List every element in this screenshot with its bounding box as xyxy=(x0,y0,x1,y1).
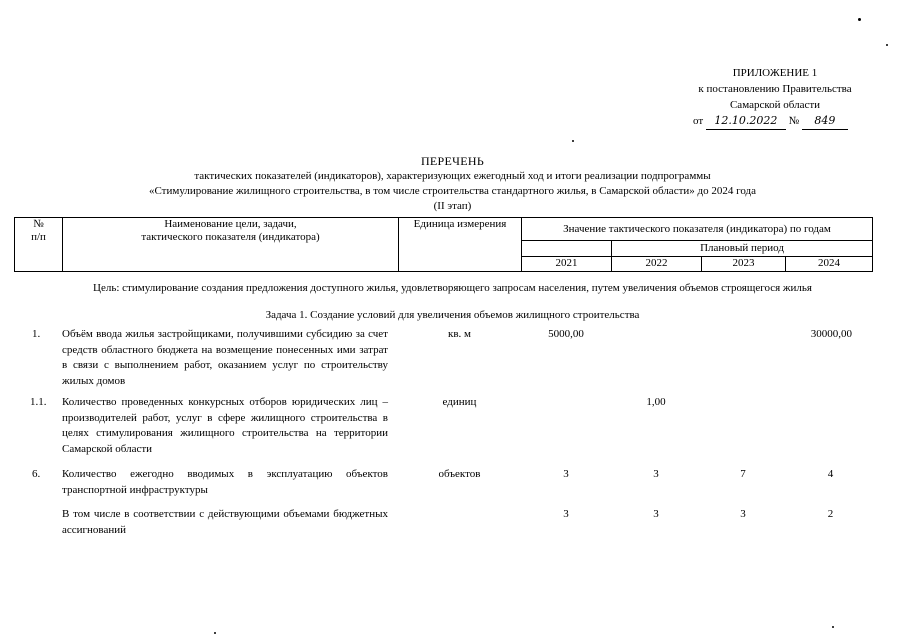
row-value-2024: 2 xyxy=(827,508,834,520)
header-year-2022: 2022 xyxy=(612,257,702,272)
scan-speck xyxy=(832,626,834,628)
row-value-2021 xyxy=(521,395,611,467)
document-stage: (II этап) xyxy=(433,200,472,212)
date-prefix: от xyxy=(693,115,704,127)
row-number: 1. xyxy=(32,328,41,340)
appendix-title: ПРИЛОЖЕНИЕ 1 xyxy=(732,67,818,79)
appendix-decree-line: к постановлению Правительства xyxy=(698,83,852,95)
decree-date: 12.10.2022 xyxy=(706,113,786,130)
decree-number: 849 xyxy=(802,113,848,130)
row-value-2023: 7 xyxy=(740,468,746,480)
row-name: Количество ежегодно вводимых в эксплуатацию объектов транспортной инфраструктуры xyxy=(62,468,388,496)
row-unit xyxy=(398,507,521,541)
header-name-line2: тактического показателя (индикатора) xyxy=(141,231,320,243)
header-year-2021: 2021 xyxy=(522,257,612,272)
header-unit-cell: Единица измерения xyxy=(399,218,522,272)
document-subtitle-1: тактических показателей (индикаторов), характеризующих ежегодный ход и итоги реализации подпрограммы xyxy=(194,170,711,182)
scan-speck xyxy=(858,18,861,21)
header-name-cell xyxy=(63,218,399,272)
document-subtitle-2: «Стимулирование жилищного строительства, в том числе строительства стандартного жилья, в Самарской области» до 2024 года xyxy=(148,185,757,197)
goal-text: Цель: стимулирование создания предложения доступного жилья, удовлетворяющего запросам населения, путем увеличения объемов строящегося жилья xyxy=(93,282,812,294)
row-value-2024: 4 xyxy=(827,468,834,480)
header-period-cell: Плановый период xyxy=(612,241,873,257)
scan-speck xyxy=(214,632,216,634)
appendix-block xyxy=(685,65,865,130)
row-name: В том числе в соответствии с действующими объемами бюджетных ассигнований xyxy=(62,508,388,536)
scan-speck xyxy=(886,44,888,46)
row-value-2023 xyxy=(701,327,785,395)
row-unit: объектов xyxy=(438,468,481,480)
appendix-date-line xyxy=(685,113,865,130)
row-number xyxy=(14,507,62,541)
row-name: Количество проведенных конкурсных отборов юридических лиц – производителей работ, услуг в сфере жилищного строительства в целях стимулирования жилищного строительства на территории Самарской области xyxy=(62,396,388,455)
row-value-2022: 3 xyxy=(653,508,659,520)
row-name: Объём ввода жилья застройщиками, получившими субсидию за счет средств областного бюджета на возмещение понесенных ими затрат в связи с выполнением работ, оказанием услуг по строительству жилых домов xyxy=(62,328,388,387)
row-value-2021: 3 xyxy=(563,468,569,480)
table-row xyxy=(14,395,872,467)
header-year-2024: 2024 xyxy=(786,257,873,272)
document-title: ПЕРЕЧЕНЬ xyxy=(420,154,485,168)
header-values-cell: Значение тактического показателя (индикатора) по годам xyxy=(522,218,873,241)
row-value-2024: 30000,00 xyxy=(810,328,852,340)
row-value-2023 xyxy=(701,395,785,467)
appendix-region-line: Самарской области xyxy=(729,99,821,111)
number-prefix: № xyxy=(788,115,800,127)
header-number-symbol: № xyxy=(33,218,44,230)
row-value-2023: 3 xyxy=(740,508,746,520)
row-value-2021: 5000,00 xyxy=(548,328,584,340)
row-unit: единиц xyxy=(442,396,477,408)
row-value-2022: 1,00 xyxy=(646,396,666,408)
indicator-rows xyxy=(14,327,872,541)
row-value-2022: 3 xyxy=(653,468,659,480)
table-row xyxy=(14,467,872,507)
header-year-2023: 2023 xyxy=(702,257,786,272)
header-number-abbr: п/п xyxy=(31,231,46,243)
row-value-2022 xyxy=(611,327,701,395)
task-heading: Задача 1. Создание условий для увеличения объемов жилищного строительства xyxy=(265,309,640,321)
header-name-line1: Наименование цели, задачи, xyxy=(164,218,297,230)
table-row xyxy=(14,327,872,395)
row-value-2021: 3 xyxy=(563,508,569,520)
table-row xyxy=(14,507,872,541)
row-number: 1.1. xyxy=(30,396,47,408)
row-number: 6. xyxy=(32,468,41,480)
indicator-table-header xyxy=(14,217,873,272)
row-value-2024 xyxy=(785,395,872,467)
row-unit: кв. м xyxy=(448,328,471,340)
scan-speck xyxy=(572,140,574,142)
header-number-cell xyxy=(15,218,63,272)
